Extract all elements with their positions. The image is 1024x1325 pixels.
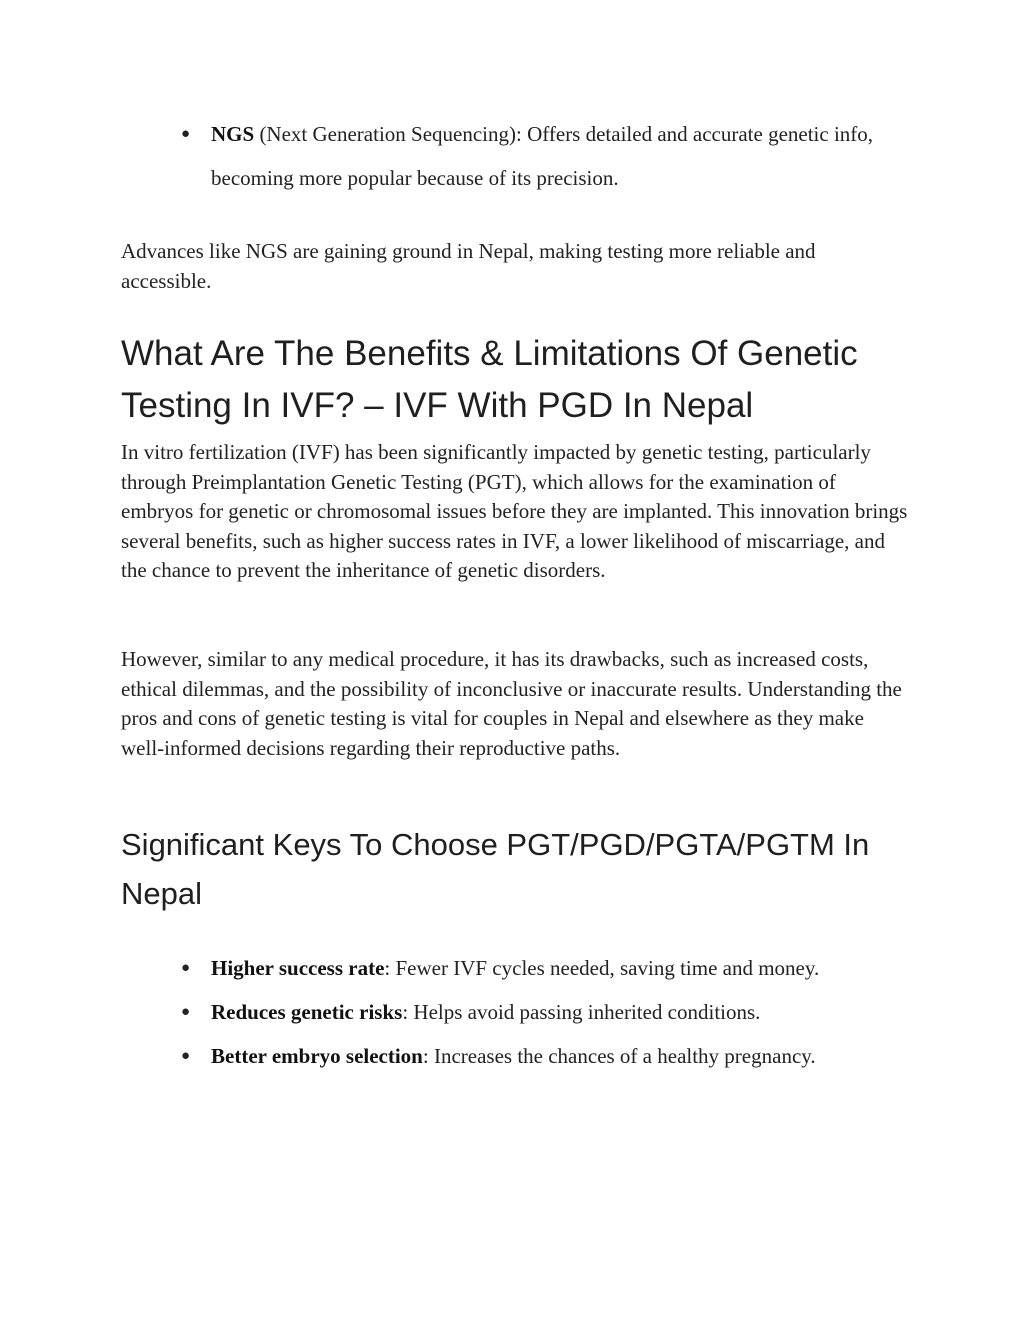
bullet-icon: ● [181, 126, 191, 142]
list-item-text: : Fewer IVF cycles needed, saving time and money. [384, 956, 820, 980]
section1-paragraph-2: However, similar to any medical procedure, it has its drawbacks, such as increased costs, ethical dilemmas, and the possibility of inconclusive or inaccurate results. Understanding the pros and cons of genetic testing is vital for couples in Nepal and elsewhere as they make well-informed decisions regarding their reproductive paths. [121, 647, 902, 760]
list-item-term: Better embryo selection [211, 1044, 423, 1068]
list-item-term: NGS [211, 122, 255, 146]
list-item-better-embryo-selection [181, 1034, 901, 1078]
list-item-higher-success-rate [181, 946, 901, 990]
section-heading-benefits-limitations: What Are The Benefits & Limitations Of Genetic Testing In IVF? – IVF With PGD In Nepal [121, 334, 858, 425]
section-heading-significant-keys: Significant Keys To Choose PGT/PGD/PGTA/PGTM In Nepal [121, 827, 870, 911]
bullet-icon: ● [181, 1004, 191, 1020]
bullet-icon: ● [181, 960, 191, 976]
section1-paragraph-1: In vitro fertilization (IVF) has been significantly impacted by genetic testing, particularly through Preimplantation Genetic Testing (PGT), which allows for the examination of embryos for genetic or chromosomal issues before they are implanted. This innovation brings several benefits, such as higher success rates in IVF, a lower likelihood of miscarriage, and the chance to prevent the inheritance of genetic disorders. [121, 440, 908, 583]
keys-bullet-list [181, 946, 901, 1078]
top-bullet-list [181, 112, 901, 200]
list-item-term: Higher success rate [211, 956, 385, 980]
list-item-text: (Next Generation Sequencing): Offers detailed and accurate genetic info, becoming more popular because of its precision. [211, 122, 874, 190]
list-item-ngs [181, 112, 901, 200]
list-item-term: Reduces genetic risks [211, 1000, 403, 1024]
bullet-icon: ● [181, 1048, 191, 1064]
list-item-text: : Increases the chances of a healthy pregnancy. [422, 1044, 816, 1068]
advances-paragraph: Advances like NGS are gaining ground in Nepal, making testing more reliable and accessible. [121, 239, 816, 293]
list-item-text: : Helps avoid passing inherited conditions. [402, 1000, 761, 1024]
list-item-reduces-genetic-risks [181, 990, 901, 1034]
